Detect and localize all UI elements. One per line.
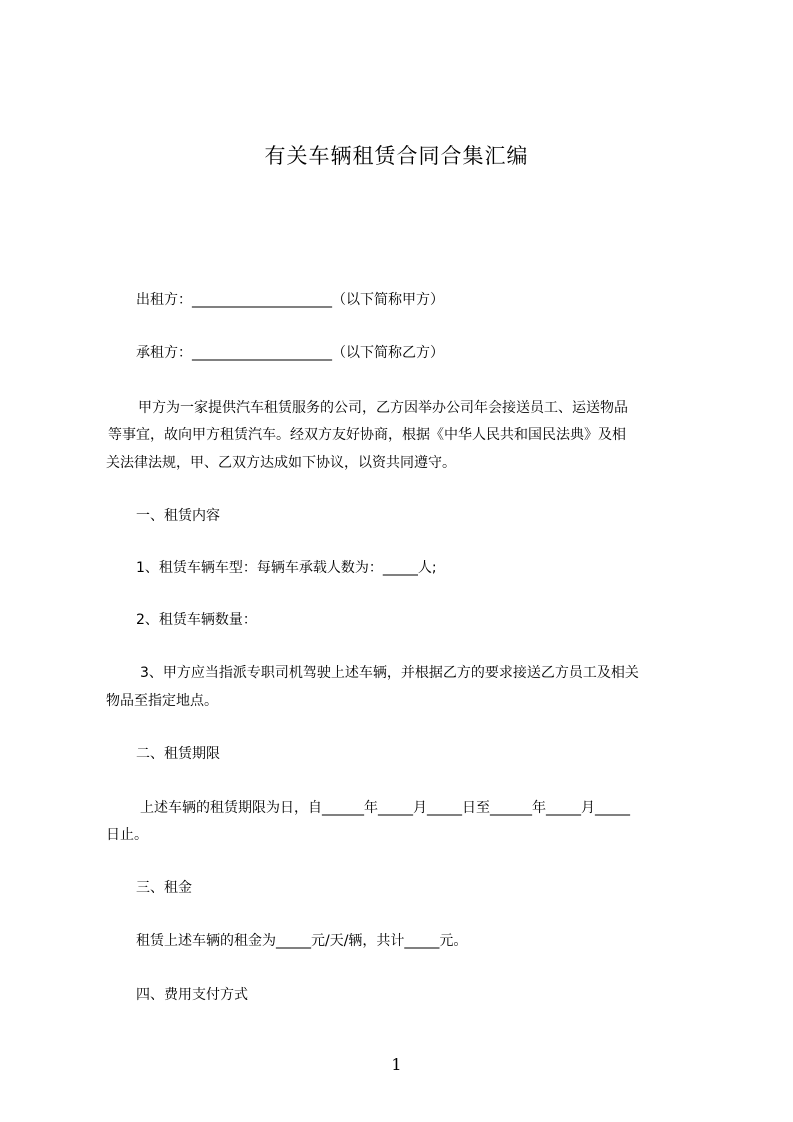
section-1-heading: 一、租赁内容 <box>136 508 220 524</box>
term-line-1: 上述车辆的租赁期限为日，自______年_____月_____日至______年_____月_____ <box>140 800 630 816</box>
item-2: 2、租赁车辆数量： <box>136 612 257 628</box>
section-2-heading: 二、租赁期限 <box>136 746 220 762</box>
section-3-heading: 三、租金 <box>136 880 192 896</box>
section-4-heading: 四、费用支付方式 <box>136 987 248 1003</box>
lessor-line: 出租方：____________________（以下简称甲方） <box>136 292 444 308</box>
intro-line-1: 甲方为一家提供汽车租赁服务的公司，乙方因举办公司年会接送员工、运送物品 <box>138 400 628 416</box>
item-3-line-1: 3、甲方应当指派专职司机驾驶上述车辆，并根据乙方的要求接送乙方员工及相关 <box>140 665 639 681</box>
intro-line-3: 关法律法规，甲、乙双方达成如下协议，以资共同遵守。 <box>106 455 456 471</box>
page-number: 1 <box>391 1055 402 1074</box>
intro-line-2: 等事宜，故向甲方租赁汽车。经双方友好协商，根据《中华人民共和国民法典》及相 <box>108 427 626 443</box>
document-title: 有关车辆租赁合同合集汇编 <box>264 144 529 168</box>
rent-line: 租赁上述车辆的租金为_____元/天/辆，共计_____元。 <box>136 933 468 949</box>
item-3-line-2: 物品至指定地点。 <box>106 693 218 709</box>
lessee-line: 承租方：____________________（以下简称乙方） <box>136 345 444 361</box>
item-1: 1、租赁车辆车型：每辆车承载人数为：_____人; <box>136 560 437 576</box>
term-line-2: 日止。 <box>106 827 148 843</box>
